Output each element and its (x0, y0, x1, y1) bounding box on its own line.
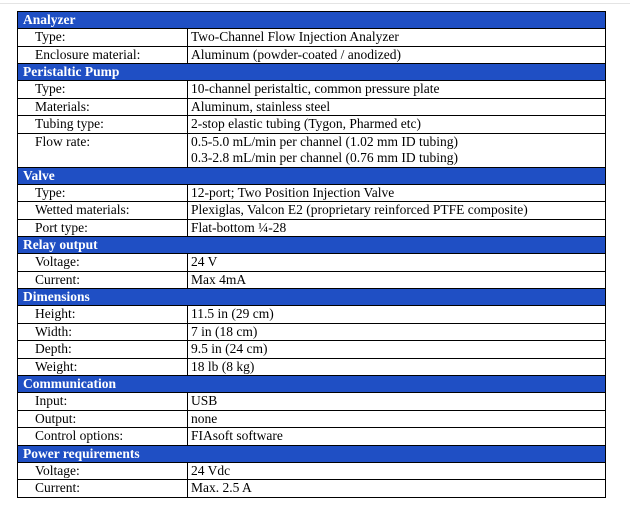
spec-value-line: Aluminum (powder-coated / anodized) (191, 46, 402, 62)
spec-value (188, 219, 606, 237)
spec-label: Type: (18, 184, 188, 202)
spec-label: Height: (18, 306, 188, 324)
table-row (18, 428, 606, 446)
spec-value-line: 9.5 in (24 cm) (191, 341, 268, 356)
section-title: Dimensions (18, 289, 606, 306)
spec-label: Tubing type: (18, 116, 188, 134)
section-title: Analyzer (18, 12, 606, 29)
spec-label: Control options: (18, 428, 188, 446)
spec-value (188, 358, 606, 376)
spec-label: Output: (18, 410, 188, 428)
spec-value-line: 0.3-2.8 mL/min per channel (0.76 mm ID tubing) (191, 150, 458, 165)
table-row (18, 133, 606, 167)
spec-label: Input: (18, 393, 188, 411)
spec-value (188, 29, 606, 47)
spec-value-line: 12-port; Two Position Injection Valve (191, 184, 395, 200)
section-header-dimensions (18, 289, 606, 306)
section-title: Power requirements (18, 445, 606, 462)
table-row (18, 254, 606, 272)
table-row (18, 98, 606, 116)
section-title: Communication (18, 376, 606, 393)
table-row (18, 393, 606, 411)
table-row (18, 46, 606, 64)
spec-value-line: Max 4mA (191, 271, 247, 287)
spec-value-line: 10-channel peristaltic, common pressure plate (191, 81, 440, 96)
spec-value (188, 98, 606, 116)
section-header-analyzer (18, 12, 606, 29)
spec-value (188, 428, 606, 446)
spec-value-line: Flat-bottom ¼-28 (191, 219, 287, 235)
spec-value (188, 46, 606, 64)
spec-value-line: 24 V (191, 254, 218, 269)
section-header-relay-output (18, 237, 606, 254)
spec-value (188, 184, 606, 202)
spec-label: Current: (18, 480, 188, 498)
spec-label: Port type: (18, 219, 188, 237)
spec-label: Wetted materials: (18, 202, 188, 220)
spec-value-line: 11.5 in (29 cm) (191, 306, 274, 321)
spec-label: Weight: (18, 358, 188, 376)
section-header-peristaltic-pump (18, 64, 606, 81)
spec-value-line: 24 Vdc (191, 462, 231, 478)
section-header-power-requirements (18, 445, 606, 462)
spec-label: Depth: (18, 341, 188, 359)
spec-value (188, 271, 606, 289)
spec-value-line: 18 lb (8 kg) (191, 358, 255, 374)
spec-value-line: Aluminum, stainless steel (191, 98, 331, 114)
spec-value (188, 341, 606, 359)
spec-label: Current: (18, 271, 188, 289)
spec-label: Flow rate: (18, 133, 188, 167)
spec-label: Voltage: (18, 254, 188, 272)
spec-value-line: Plexiglas, Valcon E2 (proprietary reinforced PTFE composite) (191, 202, 528, 217)
section-title: Peristaltic Pump (18, 64, 606, 81)
table-row (18, 202, 606, 220)
table-row (18, 219, 606, 237)
spec-label: Type: (18, 29, 188, 47)
spec-value (188, 323, 606, 341)
section-header-valve (18, 167, 606, 184)
spec-label: Width: (18, 323, 188, 341)
spec-value (188, 81, 606, 99)
table-row (18, 306, 606, 324)
section-title: Valve (18, 167, 606, 184)
spec-value (188, 480, 606, 498)
spec-value-line: 0.5-5.0 mL/min per channel (1.02 mm ID tubing) (191, 133, 458, 149)
spec-value (188, 462, 606, 480)
spec-value-line: USB (191, 393, 218, 408)
section-header-communication (18, 376, 606, 393)
table-row (18, 358, 606, 376)
spec-value (188, 133, 606, 167)
spec-value-line: 2-stop elastic tubing (Tygon, Pharmed etc) (191, 116, 422, 131)
spec-value (188, 202, 606, 220)
spec-label: Enclosure material: (18, 46, 188, 64)
spec-value-line: none (191, 410, 218, 426)
table-row (18, 29, 606, 47)
table-row (18, 341, 606, 359)
table-row (18, 271, 606, 289)
page-top-rule (0, 0, 630, 4)
spec-value (188, 410, 606, 428)
spec-table-body (18, 12, 606, 498)
table-row (18, 323, 606, 341)
table-row (18, 184, 606, 202)
table-row (18, 81, 606, 99)
spec-label: Voltage: (18, 462, 188, 480)
table-row (18, 480, 606, 498)
spec-value-line: FIAsoft software (191, 428, 283, 443)
spec-value (188, 393, 606, 411)
spec-value (188, 306, 606, 324)
table-row (18, 116, 606, 134)
spec-value-line: Two-Channel Flow Injection Analyzer (191, 29, 399, 44)
spec-value-line: 7 in (18 cm) (191, 323, 258, 339)
spec-value (188, 254, 606, 272)
spec-value-line: Max. 2.5 A (191, 480, 252, 495)
spec-value (188, 116, 606, 134)
spec-label: Type: (18, 81, 188, 99)
table-row (18, 410, 606, 428)
spec-label: Materials: (18, 98, 188, 116)
spec-table (17, 11, 606, 498)
section-title: Relay output (18, 237, 606, 254)
table-row (18, 462, 606, 480)
